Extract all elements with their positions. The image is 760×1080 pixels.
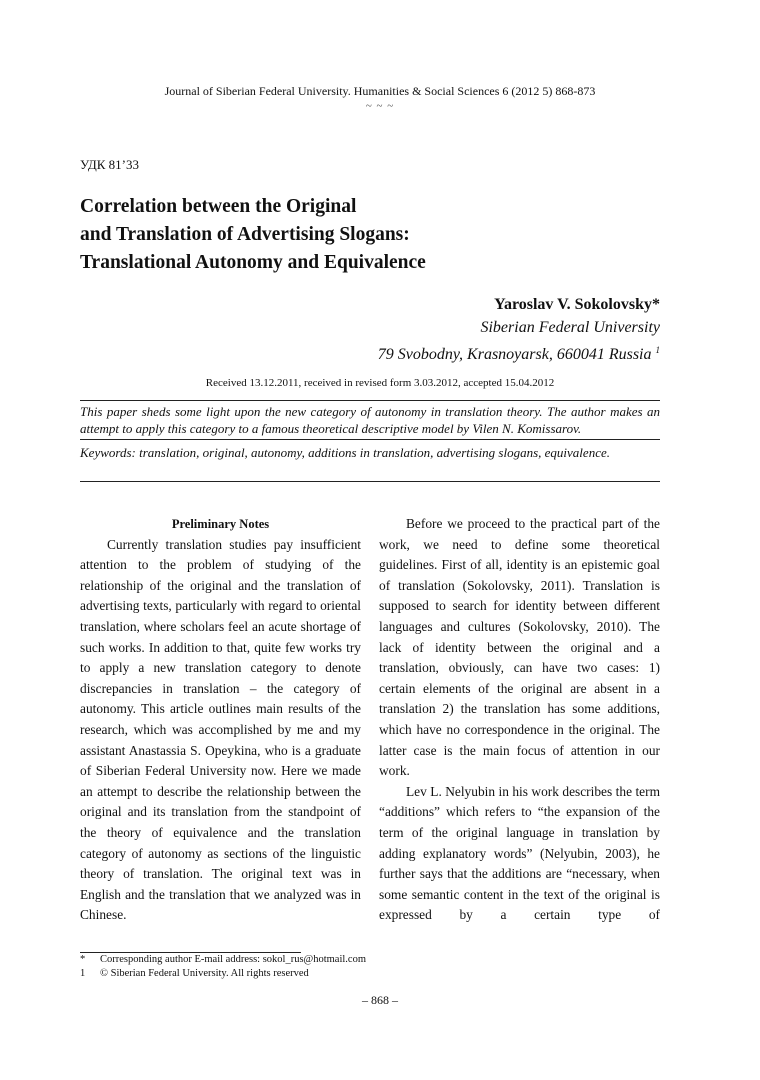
abstract-divider <box>80 439 660 440</box>
article-title <box>80 193 426 277</box>
journal-header: Journal of Siberian Federal University. Humanities & Social Sciences 6 (2012 5) 868-873 <box>164 84 596 98</box>
keywords-bottom-rule <box>80 481 660 482</box>
section-heading: Preliminary Notes <box>171 517 270 531</box>
footnote <box>80 953 366 967</box>
author-address: 79 Svobodny, Krasnoyarsk, 660041 Russia <box>377 346 652 363</box>
footnotes <box>80 953 366 981</box>
author-address-line <box>378 339 660 366</box>
paragraph: Lev L. Nelyubin in his work describes the term “additions” which refers to “the expansion of the term of the original language in translation by adding explanatory words” (Nelyubin, 2003), he further says that the additions are “necessary, when some semantic content in the text of the original is expressed by a certain type of <box>379 783 660 923</box>
footnote-text: © Siberian Federal University. All rights reserved <box>100 968 309 979</box>
footnote-mark: * <box>80 954 86 965</box>
footnote <box>80 967 366 981</box>
footnote-mark: 1 <box>80 968 86 979</box>
header-ornament: ~ ~ ~ <box>365 100 395 112</box>
author-block <box>378 293 660 366</box>
left-column <box>80 514 361 926</box>
abstract: This paper sheds some light upon the new category of autonomy in translation theory. The author makes an attempt to apply this category to a famous theoretical descriptive model by Vilen N. Komissarov. <box>80 404 660 436</box>
right-column <box>379 514 660 926</box>
received-dates: Received 13.12.2011, received in revised form 3.03.2012, accepted 15.04.2012 <box>205 377 555 389</box>
footnote-text: Corresponding author E-mail address: sokol_rus@hotmail.com <box>100 954 367 965</box>
author-affiliation: Siberian Federal University <box>480 319 660 336</box>
keywords: Keywords: translation, original, autonomy, additions in translation, advertising slogans, equivalence. <box>80 445 610 460</box>
paragraph: Currently translation studies pay insufficient attention to the problem of studying of the relationship of the original and the translation of advertising texts, particularly with regard to oriental translation, where scholars feel an acute shortage of such works. In addition to that, quite few works try to apply a new translation category to denote discrepancies in translation – the category of autonomy. This article outlines main results of the research, which was accomplished by me and my assistant Anastassia S. Opeykina, who is a graduate of Siberian Federal University now. Here we made an attempt to describe the relationship between the original and its translation from the standpoint of the theory of equivalence and the translation category of autonomy as sections of the linguistic theory of translation. The original text was in English and the translation that we analyzed was in Chinese. <box>80 536 361 923</box>
author-name: Yaroslav V. Sokolovsky* <box>494 296 660 313</box>
paragraph: Before we proceed to the practical part of the work, we need to define some theoretical guidelines. First of all, identity is an epistemic goal of translation (Sokolovsky, 2011). Translation is supposed to search for identity between different languages and cultures (Sokolovsky, 2010). The lack of identity between the original and a translation, obviously, can have two cases: 1) certain elements of the original are absent in a translation 2) the translation has some additions, which have no correspondence in the original. The latter case is the main focus of attention in our work. <box>379 516 660 779</box>
title-line: and Translation of Advertising Slogans: <box>80 224 410 245</box>
address-footnote-mark: 1 <box>655 345 660 355</box>
title-line: Correlation between the Original <box>80 196 357 217</box>
title-line: Translational Autonomy and Equivalence <box>80 252 426 273</box>
abstract-top-rule <box>80 400 660 401</box>
page-number: – 868 – <box>362 993 398 1007</box>
udk-code: УДК 81’33 <box>80 157 140 172</box>
